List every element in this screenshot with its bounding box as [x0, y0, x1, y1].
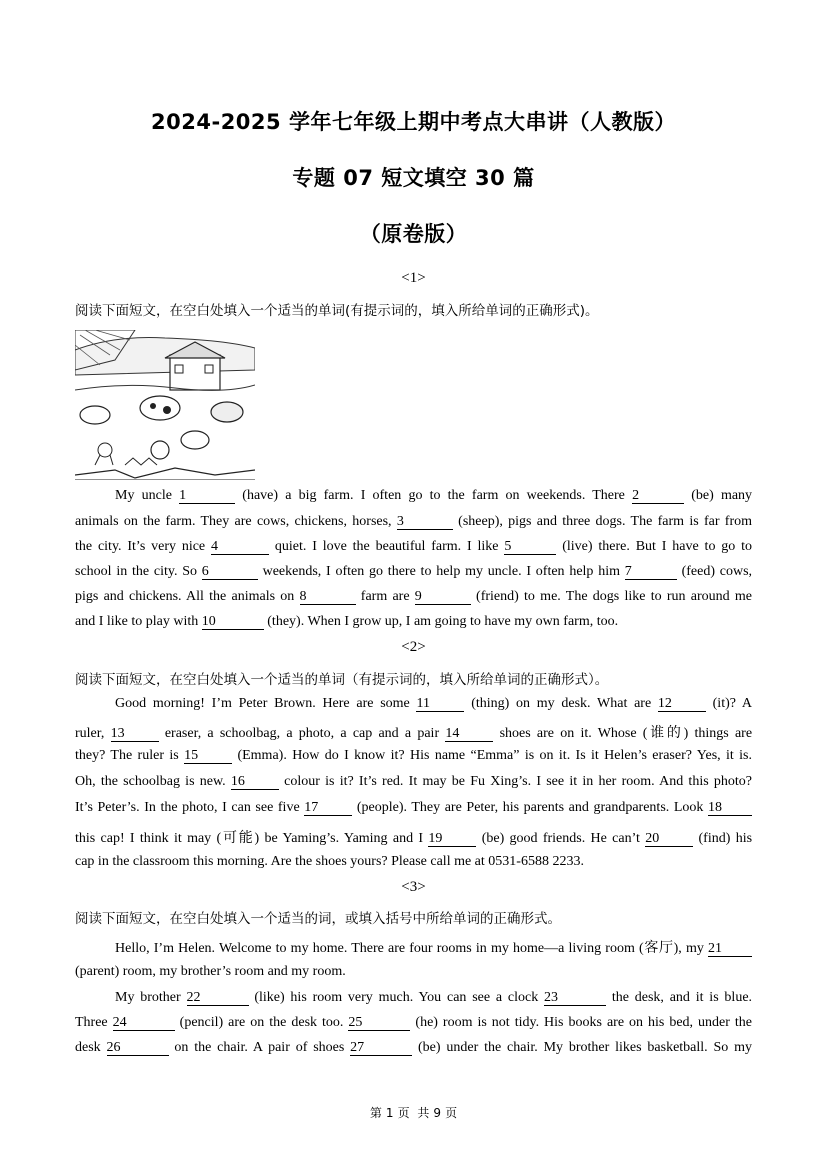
- section-1-line: animals on the farm. They are cows, chickens, horses, 3 (sheep), pigs and three dogs. The farm is far from: [75, 514, 753, 529]
- section-2-line: cap in the classroom this morning. Are the shoes yours? Please call me at 0531-6588 2233.: [75, 854, 584, 869]
- section-number-2: <2>: [401, 639, 426, 655]
- blank-10[interactable]: 10: [202, 615, 264, 630]
- blank-19[interactable]: 19: [428, 832, 476, 847]
- section-3-line: desk 26 on the chair. A pair of shoes 27 (be) under the chair. My brother likes basketball. So my: [75, 1040, 753, 1055]
- blank-27[interactable]: 27: [350, 1041, 412, 1056]
- section-2-line: Good morning! I’m Peter Brown. Here are some 11 (thing) on my desk. What are 12 (it)? A: [115, 696, 753, 711]
- section-2-instruction: 阅读下面短文，在空白处填入一个适当的单词（有提示词的，填入所给单词的正确形式）。: [75, 672, 609, 688]
- blank-18[interactable]: 18: [708, 801, 752, 816]
- blank-7[interactable]: 7: [625, 565, 677, 580]
- section-1-line: the city. It’s very nice 4 quiet. I love the beautiful farm. I like 5 (live) there. But I have to go to: [75, 539, 753, 554]
- blank-4[interactable]: 4: [211, 540, 269, 555]
- section-3-line: My brother 22 (like) his room very much. You can see a clock 23 the desk, and it is blue.: [115, 990, 753, 1005]
- blank-14[interactable]: 14: [445, 727, 493, 742]
- blank-9[interactable]: 9: [415, 590, 471, 605]
- blank-24[interactable]: 24: [113, 1016, 175, 1031]
- blank-6[interactable]: 6: [202, 565, 258, 580]
- blank-1[interactable]: 1: [179, 489, 235, 504]
- farm-illustration: [75, 330, 255, 480]
- blank-8[interactable]: 8: [300, 590, 356, 605]
- blank-3[interactable]: 3: [397, 515, 453, 530]
- section-1-line: pigs and chickens. All the animals on 8 farm are 9 (friend) to me. The dogs like to run around me: [75, 589, 752, 604]
- section-1-line: and I like to play with 10 (they). When I grow up, I am going to have my own farm, too.: [75, 614, 619, 629]
- section-3-line: Hello, I’m Helen. Welcome to my home. There are four rooms in my home—a living room (客厅), my 21: [115, 937, 752, 957]
- current-page: 1: [385, 1106, 394, 1120]
- blank-2[interactable]: 2: [632, 489, 684, 504]
- blank-16[interactable]: 16: [231, 775, 279, 790]
- section-number-3: <3>: [401, 879, 426, 895]
- blank-11[interactable]: 11: [416, 697, 464, 712]
- section-3-line: Three 24 (pencil) are on the desk too. 25 (he) room is not tidy. His books are on his bed, under the: [75, 1015, 753, 1030]
- section-1-line: school in the city. So 6 weekends, I often go there to help my uncle. I often help him 7 (feed) cows,: [75, 564, 753, 579]
- blank-5[interactable]: 5: [504, 540, 556, 555]
- topic-title: 专题 07 短文填空 30 篇: [292, 166, 535, 190]
- blank-25[interactable]: 25: [348, 1016, 410, 1031]
- section-2-line: It’s Peter’s. In the photo, I can see five 17 (people). They are Peter, his parents and grandparents. Look 18: [75, 800, 752, 816]
- section-number-1: <1>: [401, 270, 426, 286]
- section-2-line: Oh, the schoolbag is new. 16 colour is it? It’s red. It may be Fu Xing’s. I see it in her room. And this photo?: [75, 774, 752, 789]
- section-3-instruction: 阅读下面短文，在空白处填入一个适当的词，或填入括号中所给单词的正确形式。: [75, 911, 561, 927]
- section-2-line: they? The ruler is 15 (Emma). How do I know it? His name “Emma” is on it. Is it Helen’s eraser? Yes, it is.: [75, 748, 753, 763]
- section-2-line: ruler, 13 eraser, a schoolbag, a photo, a cap and a pair 14 shoes are on it. Whose (谁的) things are: [75, 726, 753, 741]
- section-1-line: My uncle 1 (have) a big farm. I often go to the farm on weekends. There 2 (be) many: [115, 488, 753, 503]
- total-pages: 9: [433, 1106, 442, 1120]
- blank-20[interactable]: 20: [645, 832, 693, 847]
- section-2-line: this cap! I think it may (可能) be Yaming’s. Yaming and I 19 (be) good friends. He can’t 20 (find) his: [75, 831, 753, 846]
- blank-22[interactable]: 22: [187, 991, 249, 1006]
- blank-21[interactable]: 21: [708, 942, 752, 957]
- page-footer: 第 1 页 共 9 页: [369, 1106, 458, 1120]
- blank-23[interactable]: 23: [544, 991, 606, 1006]
- section-1-instruction: 阅读下面短文，在空白处填入一个适当的单词(有提示词的，填入所给单词的正确形式)。: [75, 303, 599, 319]
- blank-15[interactable]: 15: [184, 749, 232, 764]
- blank-12[interactable]: 12: [658, 697, 706, 712]
- edition-label: （原卷版）: [359, 222, 468, 246]
- blank-13[interactable]: 13: [111, 727, 159, 742]
- blank-26[interactable]: 26: [107, 1041, 169, 1056]
- section-3-line: (parent) room, my brother’s room and my room.: [75, 964, 346, 979]
- blank-17[interactable]: 17: [304, 801, 352, 816]
- document-title: 2024-2025 学年七年级上期中考点大串讲（人教版）: [151, 110, 676, 134]
